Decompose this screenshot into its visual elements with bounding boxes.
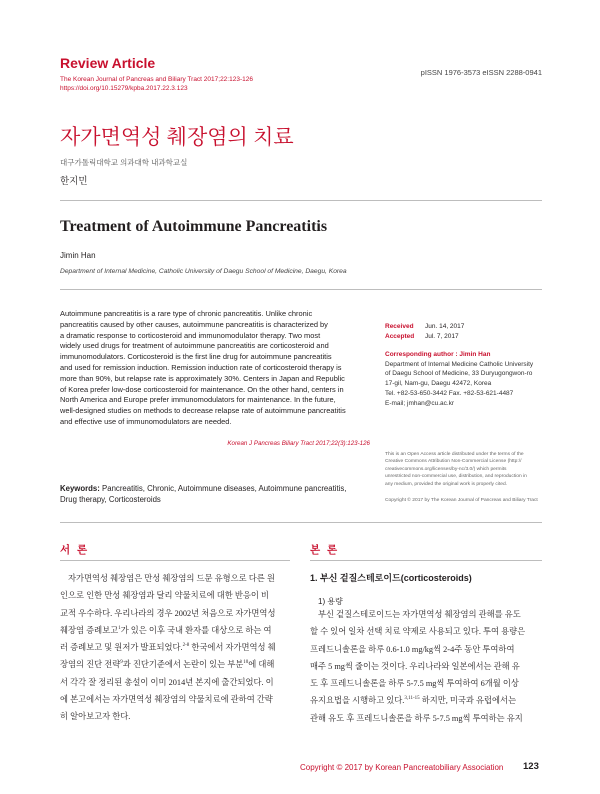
paragraph-line: 히 알아보고자 한다. xyxy=(60,712,131,722)
abstract-line: a dramatic response to corticosteroid and immunomodulator therapy. Two most xyxy=(60,330,321,340)
license-line: Creative Commons Attribution Non-Commercial License (http:// xyxy=(385,459,522,465)
doi-link[interactable]: https://doi.org/10.15279/kpba.2017.22.3.123 xyxy=(60,85,188,92)
paragraph-line: 관해 유도 후 프레드니솔론을 하루 5-7.5 mg씩 투여하는 유지 xyxy=(310,713,523,723)
issn: pISSN 1976-3573 eISSN 2288-0941 xyxy=(420,68,542,77)
section-heading-introduction: 서 론 xyxy=(60,544,90,556)
main-body xyxy=(310,606,544,727)
abstract-top-divider xyxy=(60,289,542,290)
citation-superscript: 1 xyxy=(118,626,121,632)
corresponding-contact-line: Tel. +82-53-650-3442 Fax. +82-53-621-4487 xyxy=(385,389,514,397)
keywords-line: Pancreatitis, Chronic, Autoimmune diseases, Autoimmune pancreatitis, xyxy=(102,484,347,493)
article-type: Review Article xyxy=(60,55,156,71)
corresponding-address-line: 17-gil, Nam-gu, Daegu 42472, Korea xyxy=(385,380,492,388)
footer-copyright: Copyright © 2017 by Korean Pancreatobiliary Association xyxy=(300,763,504,772)
corresponding-email[interactable]: E-mail; jmhan@cu.ac.kr xyxy=(385,399,455,407)
license-link-line[interactable]: creativecommons.org/licenses/by-nc/3.0/) which permits xyxy=(385,466,507,472)
citation-superscript: 9 xyxy=(120,660,123,666)
paragraph-line: 에 본고에서는 자가면역성 췌장염의 약물치료에 관하여 간략 xyxy=(60,695,273,705)
abstract xyxy=(60,309,370,428)
license-line: any medium, provided the original work is properly cited. xyxy=(385,481,508,487)
korean-title: 자가면역성 췌장염의 치료 xyxy=(60,125,294,149)
paragraph-line: 서 각각 잘 정리된 총설이 이미 2014년 본지에 출간되었다. 이 xyxy=(60,677,274,687)
dates-block xyxy=(385,322,464,342)
right-heading-underline xyxy=(310,560,542,561)
journal-citation-line: The Korean Journal of Pancreas and Biliary Tract 2017;22:123-126 xyxy=(60,76,253,83)
paragraph-line: 췌장염 증례보고$^1$가 있은 이후 국내 환자를 대상으로 하는 여 xyxy=(60,625,272,635)
section-heading-main: 본 론 xyxy=(310,544,340,556)
abstract-line: of Korea prefer low-dose corticosteroid for maintenance. On the other hand, centers in xyxy=(60,384,344,394)
english-author: Jimin Han xyxy=(60,251,96,260)
license-line: This is an Open Access article distributed under the terms of the xyxy=(385,452,524,457)
citation-superscript: 10 xyxy=(243,660,249,666)
abstract-line: widely used drugs for treatment of autoimmune pancreatitis are corticosteroid and xyxy=(60,341,329,351)
abstract-line: North America and Europe prefer immunomodulators for maintenance. In the future, xyxy=(60,395,336,405)
page-number: 123 xyxy=(523,761,539,772)
paragraph-line: 교적 우수하다. 우리나라의 경우 2002년 처음으로 자가면역성 xyxy=(60,608,276,618)
subsection-title: 1. 부신 겉질스테로이드(corticosteroids) xyxy=(310,573,472,583)
paragraph-line: 인으로 인한 만성 췌장염과 달리 약물치료에 대한 반응이 비 xyxy=(60,591,269,601)
paragraph-line: 부신 겉질스테로이드는 자가면역성 췌장염의 관해를 유도 xyxy=(318,610,521,619)
english-affiliation: Department of Internal Medicine, Catholic University of Daegu School of Medicine, Daegu, Korea xyxy=(60,268,347,275)
citation-superscript: 3,11-15 xyxy=(404,696,420,702)
keywords-label: Keywords: xyxy=(60,484,100,493)
corresponding-author-heading: Corresponding author : Jimin Han xyxy=(385,351,491,358)
korean-author: 한지민 xyxy=(60,176,88,187)
left-heading-underline xyxy=(60,560,290,561)
received-label: Received xyxy=(385,323,414,330)
abstract-line: and used for remission induction. Remission induction rate of corticosteroid therapy is xyxy=(60,362,342,372)
abstract-citation: Korean J Pancreas Biliary Tract 2017;22(3):123-126 xyxy=(227,440,370,447)
received-date: Jun. 14, 2017 xyxy=(425,323,465,330)
body-top-divider xyxy=(60,522,542,523)
paragraph-line: 도 후 프레드니솔론을 하루 5-7.5 mg씩 투여하여 6개월 이상 xyxy=(310,679,519,689)
abstract-line: Autoimmune pancreatitis is a rare type of chronic pancreatitis. Unlike chronic xyxy=(60,309,313,318)
abstract-line: and effective use of immunomodulators are needed. xyxy=(60,416,232,426)
abstract-line: immunomodulators. Corticosteroid is the first line drug for autoimmune pancreatitis xyxy=(60,352,332,362)
paragraph-line: 러 증례보고 및 원저가 발표되었다.$^{2-8}$ 한국에서 자가면역성 췌 xyxy=(60,643,276,653)
english-title: Treatment of Autoimmune Pancreatitis xyxy=(60,218,328,235)
subsubsection-title: 1) 용량 xyxy=(318,597,343,606)
paragraph-line: 할 수 있어 일차 선택 치료 약제로 사용되고 있다. 투여 용량은 xyxy=(310,627,526,637)
license-line: unrestricted non-commercial use, distribution, and reproduction in xyxy=(385,474,527,480)
license-block xyxy=(385,451,527,488)
accepted-label: Accepted xyxy=(385,333,415,340)
introduction-body xyxy=(60,570,292,726)
accepted-date: Jul. 7, 2017 xyxy=(425,333,459,340)
sidebar-copyright: Copyright © 2017 by The Korean Journal of Pancreas and Biliary Tract xyxy=(385,498,538,503)
abstract-line: well-designed studies on methods to decrease relapse rate of autoimmune pancreatitis xyxy=(60,406,346,416)
corresponding-author-block xyxy=(385,350,533,408)
paragraph-line: 유지요법을 시행하고 있다.$^{3,11-15}$ 하지만, 미국과 유럽에서는 xyxy=(310,696,517,706)
keywords-line: Drug therapy, Corticosteroids xyxy=(60,495,161,504)
corresponding-address-line: of Daegu School of Medicine, 33 Duryugongwon-ro xyxy=(385,370,533,378)
abstract-line: more than 90%, but relapse rate is approximately 30%. Centers in Japan and Republic xyxy=(60,373,345,383)
paragraph-line: 프레드니솔론을 하루 0.6-1.0 mg/kg씩 2-4주 동안 투여하여 xyxy=(310,644,515,654)
paragraph-line: 자가면역성 췌장염은 만성 췌장염의 드문 유형으로 다른 원 xyxy=(68,574,275,583)
paragraph-line: 장염의 진단 전략$^9$과 진단기준에서 논란이 있는 부분$^{10}$에 대해 xyxy=(60,660,275,670)
corresponding-address-line: Department of Internal Medicine Catholic University xyxy=(385,360,534,368)
paragraph-line: 매주 5 mg씩 줄이는 것이다. 우리나라와 일본에서는 관해 유 xyxy=(310,661,520,671)
title-divider xyxy=(60,200,542,201)
korean-affiliation: 대구가톨릭대학교 의과대학 내과학교실 xyxy=(60,158,188,167)
keywords xyxy=(60,483,375,505)
abstract-line: pancreatitis caused by other causes, autoimmune pancreatitis is characterized by xyxy=(60,319,328,329)
citation-superscript: 2-8 xyxy=(182,643,190,649)
